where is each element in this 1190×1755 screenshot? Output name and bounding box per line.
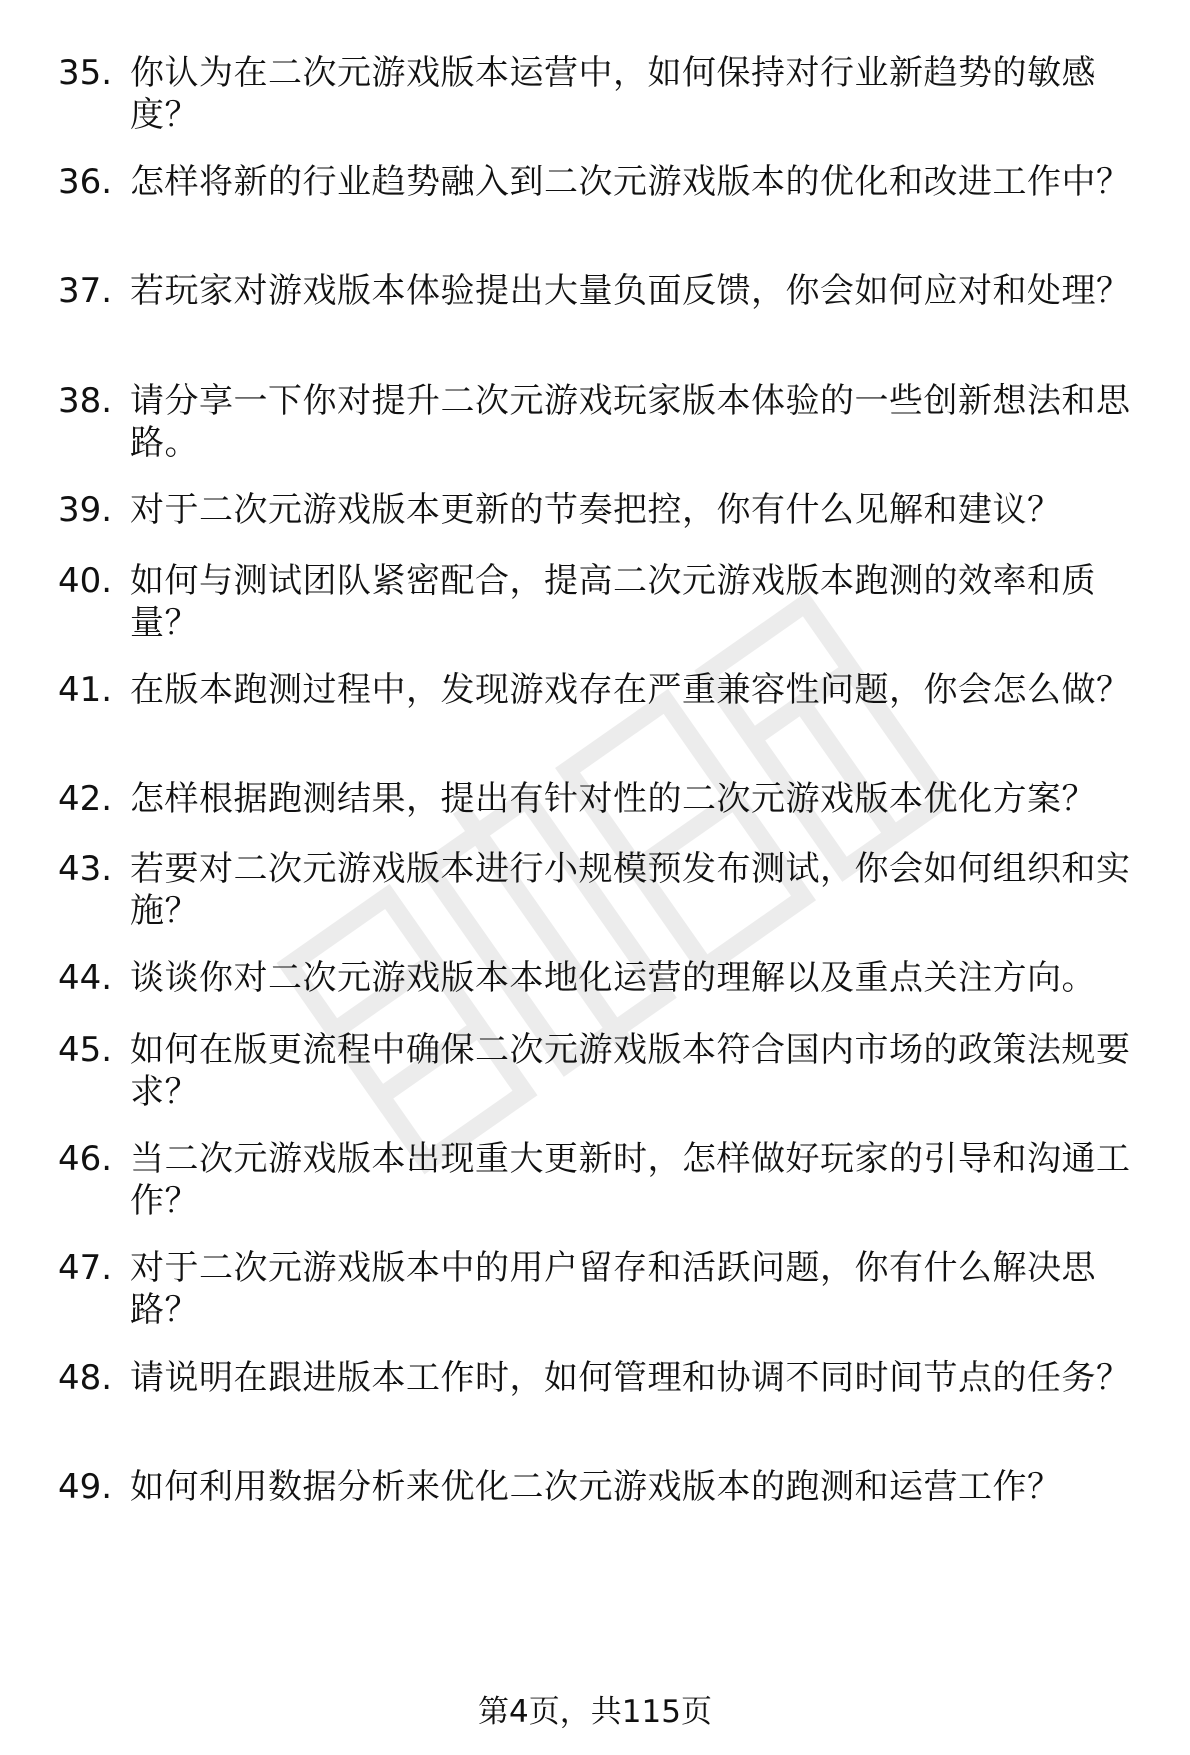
question-number: 46. [58,1139,113,1179]
question-number: 49. [58,1467,113,1507]
question-number: 39. [58,490,113,530]
question-text: 你认为在二次元游戏版本运营中，如何保持对行业新趋势的敏感度？ [130,53,1096,135]
question-number: 40. [58,561,113,601]
page-number: 第4页，共115页 [478,1694,712,1730]
question-text: 在版本跑测过程中，发现游戏存在严重兼容性问题，你会怎么做？ [130,670,1131,710]
question-item [58,778,1158,820]
question-number: 36. [58,162,113,202]
question-item [58,957,1158,999]
question-text: 若玩家对游戏版本体验提出大量负面反馈，你会如何应对和处理？ [130,271,1131,311]
question-number: 37. [58,271,113,311]
question-item [58,380,1158,464]
question-text: 对于二次元游戏版本中的用户留存和活跃问题，你有什么解决思路？ [130,1248,1096,1330]
question-number: 35. [58,53,113,93]
question-item [58,669,1158,711]
question-text: 请分享一下你对提升二次元游戏玩家版本体验的一些创新想法和思路。 [130,381,1131,463]
question-number: 48. [58,1358,113,1398]
question-text: 对于二次元游戏版本更新的节奏把控，你有什么见解和建议？ [130,490,1062,530]
question-item [58,161,1158,203]
question-item [58,1357,1158,1399]
question-text: 谈谈你对二次元游戏版本本地化运营的理解以及重点关注方向。 [130,958,1096,998]
question-number: 47. [58,1248,113,1288]
question-item [58,560,1158,644]
question-item [58,1247,1158,1331]
question-text: 请说明在跟进版本工作时，如何管理和协调不同时间节点的任务？ [130,1358,1131,1398]
question-number: 42. [58,779,113,819]
question-item [58,1466,1158,1508]
question-number: 43. [58,849,113,889]
question-number: 38. [58,381,113,421]
question-item [58,1029,1158,1113]
question-number: 45. [58,1030,113,1070]
question-item [58,1138,1158,1222]
question-number: 44. [58,958,113,998]
question-item [58,270,1158,312]
question-item [58,52,1158,136]
question-item [58,489,1158,531]
question-text: 怎样将新的行业趋势融入到二次元游戏版本的优化和改进工作中？ [130,162,1131,202]
question-text: 当二次元游戏版本出现重大更新时，怎样做好玩家的引导和沟通工作？ [130,1139,1131,1221]
question-text: 如何利用数据分析来优化二次元游戏版本的跑测和运营工作？ [130,1467,1062,1507]
question-text: 若要对二次元游戏版本进行小规模预发布测试，你会如何组织和实施？ [130,849,1131,931]
question-text: 怎样根据跑测结果，提出有针对性的二次元游戏版本优化方案？ [130,779,1096,819]
question-number: 41. [58,670,113,710]
question-item [58,848,1158,932]
question-text: 如何在版更流程中确保二次元游戏版本符合国内市场的政策法规要求？ [130,1030,1131,1112]
question-text: 如何与测试团队紧密配合，提高二次元游戏版本跑测的效率和质量？ [130,561,1096,643]
